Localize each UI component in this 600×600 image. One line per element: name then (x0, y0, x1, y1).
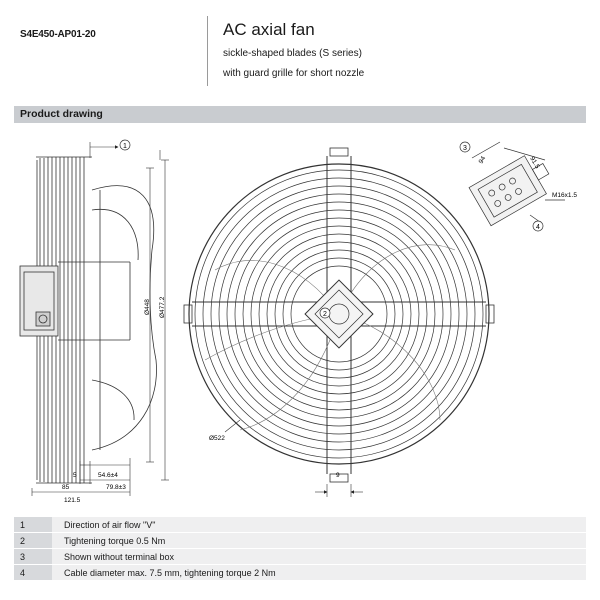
terminal-callout-4 (533, 221, 543, 231)
legend-num: 3 (14, 549, 52, 565)
dim-121-5: 121.5 (64, 497, 81, 504)
airflow-callout (120, 140, 130, 150)
terminal-box-detail (469, 142, 565, 226)
section-title: Product drawing (20, 108, 103, 120)
legend-text: Cable diameter max. 7.5 mm, tightening torque 2 Nm (52, 565, 586, 581)
legend-num: 2 (14, 533, 52, 549)
product-drawing (14, 128, 586, 508)
model-number: S4E450-AP01-20 (20, 29, 96, 40)
dim-5: 5 (73, 472, 77, 479)
legend-num: 1 (14, 517, 52, 533)
torque-callout (320, 308, 330, 318)
page-title: AC axial fan (223, 20, 315, 39)
callout-1: 1 (123, 143, 127, 150)
dim-9: 9 (336, 472, 340, 479)
legend-text: Tightening torque 0.5 Nm (52, 533, 586, 549)
callout-2: 2 (323, 311, 327, 318)
subtitle-blades: sickle-shaped blades (S series) (223, 48, 362, 59)
legend-table (14, 517, 586, 581)
header-divider (207, 16, 208, 86)
dim-diameter-522: Ø522 (209, 435, 225, 442)
legend-row (14, 517, 586, 533)
dim-79-8: 79.8±3 (106, 484, 126, 491)
dim-91-5: 91.5 (528, 155, 541, 170)
dim-85: 85 (62, 484, 70, 491)
terminal-callout-3 (460, 142, 470, 152)
callout-3: 3 (463, 145, 467, 152)
legend-text: Shown without terminal box (52, 549, 586, 565)
legend-row (14, 533, 586, 549)
dim-diameter-448: Ø448 (144, 299, 151, 315)
subtitle-grille: with guard grille for short nozzle (223, 68, 365, 79)
legend-text: Direction of air flow "V" (52, 517, 586, 533)
section-header (14, 106, 586, 123)
dim-m16: M16x1.5 (552, 192, 577, 199)
dim-diameter-477: Ø477.2 (159, 296, 166, 318)
legend-num: 4 (14, 565, 52, 581)
callout-4: 4 (536, 224, 540, 231)
legend-row (14, 565, 586, 581)
dim-54-6: 54.6±4 (98, 472, 118, 479)
legend-row (14, 549, 586, 565)
side-view (20, 157, 156, 483)
dim-94: 94 (477, 155, 488, 165)
front-view (184, 148, 494, 482)
